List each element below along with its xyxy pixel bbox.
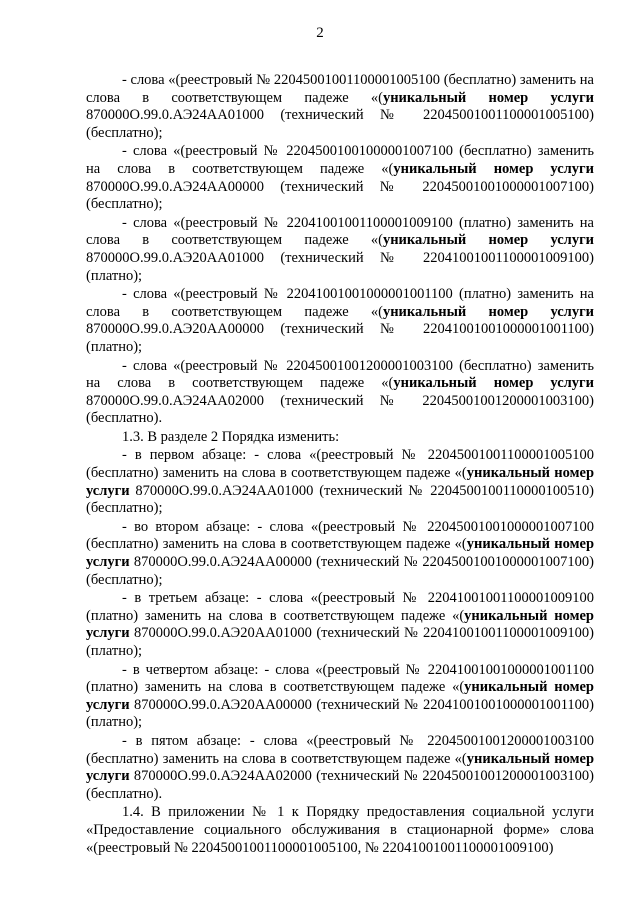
- paragraph: [86, 804, 594, 857]
- paragraph: [86, 286, 594, 356]
- text-run: - в третьем абзаце: - слова «(реестровый № 22041001001100001009100 (платно) заменить на слова в соответствующем падеже «(: [86, 590, 594, 624]
- paragraph: [86, 662, 594, 732]
- text-run: 870000О.99.0.АЭ24АА00000 (технический № 22045001001000001007100) (бесплатно);: [86, 178, 594, 213]
- bold-text-run: уникальный номер услуги: [86, 679, 594, 713]
- text-run: 870000О.99.0.АЭ20АА01000 (технический № 22041001001100001009100) (платно);: [86, 249, 594, 284]
- text-run: - слова «(реестровый № 22041001001000001001100 (платно) заменить на слова в соответствующем падеже «(: [86, 286, 594, 320]
- text-run: 870000О.99.0.АЭ24АА00000 (технический № 22045001001000001007100) (бесплатно);: [86, 554, 594, 588]
- bold-text-run: уникальный номер услуги: [382, 232, 595, 249]
- text-run: 870000О.99.0.АЭ24АА02000 (технический № 22045001001200001003100) (бесплатно).: [86, 768, 594, 802]
- text-run: 870000О.99.0.АЭ24АА01000 (технический № 2204500100110000100510) (бесплатно);: [86, 482, 594, 517]
- text-run: - слова «(реестровый № 22045001001100001005100 (бесплатно) заменить на слова в соответствующем падеже «(: [86, 72, 594, 106]
- text-run: 870000О.99.0.АЭ24АА02000 (технический № 22045001001200001003100) (бесплатно).: [86, 392, 594, 427]
- paragraph: [86, 447, 594, 517]
- text-run: - слова «(реестровый № 22041001001100001009100 (платно) заменить на слова в соответствующем падеже «(: [86, 214, 594, 249]
- bold-text-run: уникальный номер услуги: [393, 375, 594, 392]
- bold-text-run: уникальный номер услуги: [86, 750, 595, 785]
- bold-text-run: уникальный номер услуги: [393, 160, 594, 177]
- page-number: 2: [316, 25, 324, 41]
- text-run: - в первом абзаце: - слова «(реестровый № 22045001001100001005100 (бесплатно) заменить на слова в соответствующем падеже «(: [86, 447, 594, 482]
- paragraph: [86, 358, 594, 428]
- bold-text-run: уникальный номер услуги: [382, 303, 595, 320]
- text-run: - слова «(реестровый № 22045001001000001007100 (бесплатно) заменить на слова в соответствующем падеже «(: [86, 143, 594, 177]
- paragraph: [86, 429, 594, 447]
- bold-text-run: уникальный номер услуги: [382, 89, 595, 106]
- text-run: - во втором абзаце: - слова «(реестровый № 22045001001000001007100 (бесплатно) заменить на слова в соответствующем падеже «(: [86, 518, 594, 553]
- text-run: 870000О.99.0.АЭ20АА00000 (технический № 22041001001000001001100) (платно);: [86, 696, 594, 731]
- text-run: - в четвертом абзаце: - слова «(реестровый № 22041001001000001001100 (платно) заменить на слова в соответствующем падеже «(: [86, 661, 594, 696]
- paragraph: [86, 72, 594, 142]
- bold-text-run: уникальный номер услуги: [86, 465, 595, 499]
- text-run: 1.3. В разделе 2 Порядка изменить:: [122, 428, 340, 445]
- text-run: 870000О.99.0.АЭ24АА01000 (технический № 22045001001100001005100) (бесплатно);: [86, 107, 594, 141]
- paragraph: [86, 590, 594, 660]
- paragraph: [86, 215, 594, 285]
- bold-text-run: уникальный номер услуги: [86, 607, 594, 642]
- paragraph: [86, 143, 594, 213]
- paragraph: [86, 733, 594, 803]
- text-run: - в пятом абзаце: - слова «(реестровый № 22045001001200001003100 (бесплатно) заменить на слова в соответствующем падеже «(: [86, 732, 594, 767]
- text-run: - слова «(реестровый № 22045001001200001003100 (бесплатно) заменить на слова в соответствующем падеже «(: [86, 357, 594, 392]
- bold-text-run: уникальный номер услуги: [86, 536, 595, 571]
- text-run: 1.4. В приложении № 1 к Порядку предоставления социальной услуги «Предоставление социального обслуживания в стационарной форме» слова «(реестровый № 22045001001100001005100, № 22041001001100001009100): [86, 804, 594, 856]
- text-run: 870000О.99.0.АЭ20АА00000 (технический № 22041001001000001001100) (платно);: [86, 321, 594, 355]
- document-body: [86, 72, 594, 857]
- text-run: 870000О.99.0.АЭ20АА01000 (технический № 22041001001100001009100) (платно);: [86, 625, 594, 659]
- paragraph: [86, 519, 594, 589]
